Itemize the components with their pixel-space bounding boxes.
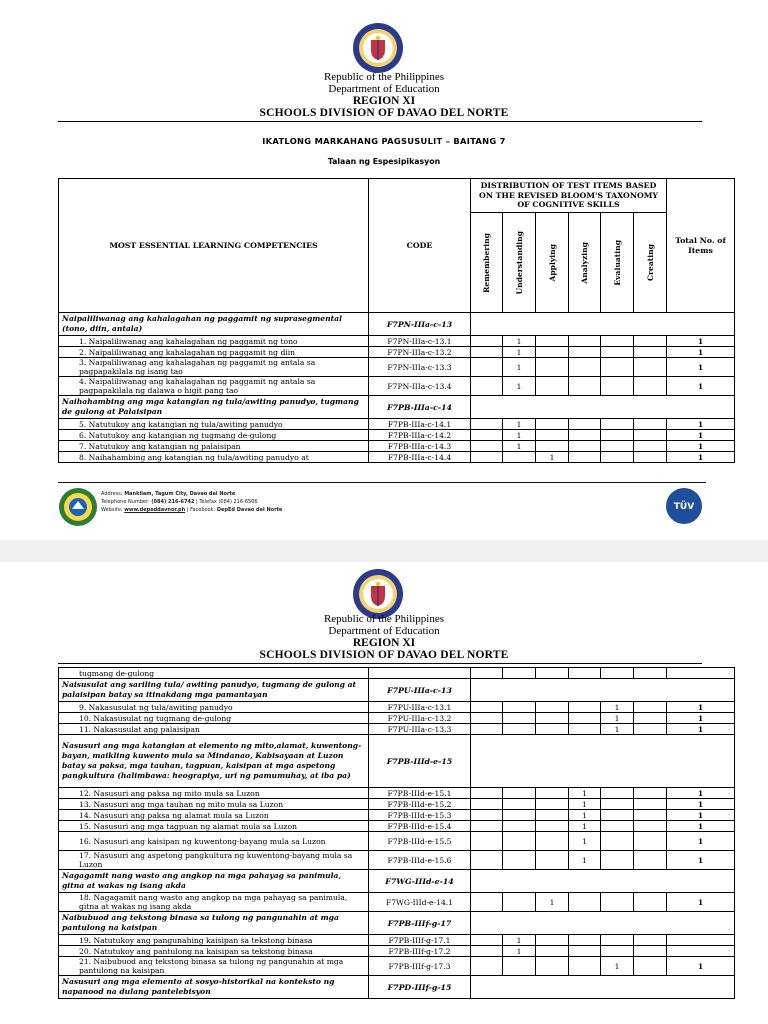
competency-code: F7PB-IIId-e-15.2	[369, 799, 471, 810]
total-cell: 1	[667, 713, 735, 724]
bloom-count-cell: 1	[503, 358, 536, 377]
competency-code: F7PB-IIIa-c-14	[369, 396, 471, 419]
total-cell: 1	[667, 430, 735, 441]
competency-code: F7PB-IIIf-g-17.1	[369, 935, 471, 946]
bloom-count-cell: 1	[503, 419, 536, 430]
bloom-count-cell	[471, 946, 503, 957]
table-row	[59, 724, 735, 735]
total-cell: 1	[667, 957, 735, 976]
competency-text: 21. Naibubuod ang tekstong binasa sa tulong ng pangunahin at mga pantulong na kaisipan	[59, 957, 369, 976]
competency-code: F7PN-IIIa-c-13.4	[369, 377, 471, 396]
bloom-count-cell	[634, 336, 667, 347]
competency-group-row	[59, 313, 735, 336]
bloom-count-cell	[569, 358, 601, 377]
bloom-count-cell	[503, 668, 536, 679]
bloom-count-cell	[536, 336, 569, 347]
table-row	[59, 810, 735, 821]
bloom-count-cell	[503, 788, 536, 799]
bloom-count-cell	[569, 419, 601, 430]
competency-code: F7PB-IIIa-c-14.2	[369, 430, 471, 441]
bloom-count-cell: 1	[569, 810, 601, 821]
table-row	[59, 957, 735, 976]
bloom-count-cell	[634, 935, 667, 946]
bloom-count-cell	[634, 430, 667, 441]
letterhead	[0, 71, 768, 119]
group-empty-cell	[471, 396, 735, 419]
total-cell	[667, 935, 735, 946]
table-row	[59, 713, 735, 724]
competency-group-text: Nasusuri ang mga elemento at sosyo-historikal na konteksto ng napanood na dulang pantelebisyon	[59, 976, 369, 999]
total-cell: 1	[667, 452, 735, 463]
bloom-count-cell	[634, 702, 667, 713]
competency-text: 11. Nakasusulat ang palaisipan	[59, 724, 369, 735]
tuv-certification-icon	[664, 486, 704, 526]
bloom-count-cell	[601, 832, 634, 851]
bloom-count-cell	[601, 419, 634, 430]
bloom-count-cell	[634, 419, 667, 430]
competency-text: 12. Nasusuri ang paksa ng mito mula sa Luzon	[59, 788, 369, 799]
bloom-count-cell: 1	[503, 441, 536, 452]
competency-group-row	[59, 679, 735, 702]
bloom-level-header	[634, 213, 667, 313]
bloom-count-cell	[471, 810, 503, 821]
bloom-count-cell	[634, 347, 667, 358]
table-row	[59, 946, 735, 957]
bloom-count-cell	[569, 935, 601, 946]
competency-code: F7PU-IIIa-c-13.2	[369, 713, 471, 724]
total-cell: 1	[667, 358, 735, 377]
total-cell	[667, 668, 735, 679]
competency-code: F7WG-IIId-e-14.1	[369, 893, 471, 912]
bloom-level-label: Applying	[547, 243, 557, 282]
republic-line-2: Republic of the Philippines	[323, 613, 445, 625]
table-row	[59, 668, 735, 679]
bloom-count-cell	[471, 430, 503, 441]
bloom-count-cell	[536, 668, 569, 679]
table-row	[59, 893, 735, 912]
bloom-count-cell	[569, 893, 601, 912]
competency-text: 9. Nakasusulat ng tula/awiting panudyo	[59, 702, 369, 713]
bloom-count-cell	[569, 957, 601, 976]
competency-text: 14. Nasusuri ang paksa ng alamat mula sa Luzon	[59, 810, 369, 821]
tuv-text: TÜV	[673, 502, 695, 512]
bloom-count-cell	[471, 799, 503, 810]
bloom-count-cell	[601, 347, 634, 358]
bloom-count-cell: 1	[536, 452, 569, 463]
bloom-level-header	[471, 213, 503, 313]
competency-code: F7PU-IIIa-c-13	[369, 679, 471, 702]
region-line-2: REGION XI	[352, 637, 416, 649]
competency-text: 6. Natutukoy ang katangian ng tugmang de-gulong	[59, 430, 369, 441]
bloom-count-cell: 1	[601, 713, 634, 724]
bloom-count-cell	[634, 957, 667, 976]
bloom-count-cell	[601, 851, 634, 870]
table-row	[59, 430, 735, 441]
division-line-2: SCHOOLS DIVISION OF DAVAO DEL NORTE	[259, 649, 509, 661]
total-cell	[667, 946, 735, 957]
bloom-count-cell	[601, 810, 634, 821]
bloom-count-cell	[536, 347, 569, 358]
total-cell: 1	[667, 893, 735, 912]
table-row	[59, 935, 735, 946]
competency-code: F7PB-IIIa-c-14.3	[369, 441, 471, 452]
bloom-count-cell	[536, 419, 569, 430]
bloom-count-cell	[471, 419, 503, 430]
competency-text: 19. Natutukoy ang pangunahing kaisipan sa tekstong binasa	[59, 935, 369, 946]
competency-group-text: Naisusulat ang sariling tula/ awiting panudyo, tugmang de gulong at palaisipan batay sa itinakdang mga pamantayan	[59, 679, 369, 702]
bloom-count-cell	[503, 810, 536, 821]
competency-code: F7PB-IIIf-g-17.2	[369, 946, 471, 957]
bloom-count-cell	[536, 946, 569, 957]
bloom-count-cell	[634, 810, 667, 821]
bloom-level-header	[569, 213, 601, 313]
total-header: Total No. of Items	[667, 179, 735, 313]
table-row	[59, 377, 735, 396]
page-2	[0, 562, 768, 1024]
address-label: Address:	[101, 491, 123, 497]
group-empty-cell	[471, 870, 735, 893]
competency-text: 20. Natutukoy ang pantulong na kaisipan sa tekstong binasa	[59, 946, 369, 957]
bloom-count-cell	[536, 821, 569, 832]
total-cell: 1	[667, 788, 735, 799]
table-row	[59, 832, 735, 851]
bloom-count-cell	[536, 799, 569, 810]
table-title: Talaan ng Espesipikasyon	[327, 157, 441, 166]
competency-code: F7PB-IIId-e-15.4	[369, 821, 471, 832]
bloom-count-cell: 1	[601, 724, 634, 735]
bloom-count-cell	[471, 957, 503, 976]
bloom-count-cell: 1	[601, 957, 634, 976]
bloom-count-cell	[536, 935, 569, 946]
table-row	[59, 788, 735, 799]
bloom-count-cell: 1	[503, 336, 536, 347]
group-empty-cell	[471, 313, 735, 336]
bloom-count-cell	[536, 957, 569, 976]
bloom-count-cell	[569, 336, 601, 347]
bloom-count-cell	[569, 668, 601, 679]
bloom-count-cell	[471, 832, 503, 851]
fax-label: Telefax	[199, 499, 217, 505]
total-cell: 1	[667, 799, 735, 810]
bloom-count-cell	[569, 347, 601, 358]
bloom-count-cell: 1	[569, 788, 601, 799]
phone-value: (084) 216-6742	[151, 499, 195, 505]
group-empty-cell	[471, 912, 735, 935]
competency-text: 8. Naihahambing ang katangian ng tula/awiting panudyo at	[59, 452, 369, 463]
bloom-count-cell	[471, 668, 503, 679]
competency-group-row	[59, 912, 735, 935]
facebook-label: Facebook:	[190, 507, 216, 513]
bloom-level-label: Understanding	[514, 230, 524, 295]
bloom-count-cell	[503, 713, 536, 724]
bloom-count-cell	[601, 946, 634, 957]
bloom-count-cell	[634, 832, 667, 851]
facebook-value: DepEd Davao del Norte	[216, 507, 283, 513]
bloom-count-cell	[503, 452, 536, 463]
competency-group-text: Naipaliliwanag ang kahalagahan ng paggamit ng suprasegmental (tono, diin, antala)	[59, 313, 369, 336]
total-cell: 1	[667, 336, 735, 347]
bloom-level-header	[503, 213, 536, 313]
bloom-count-cell	[536, 430, 569, 441]
bloom-count-cell	[634, 377, 667, 396]
competency-text: 18. Nagagamit nang wasto ang angkop na mga pahayag sa panimula, gitna at wakas ng isang akda	[59, 893, 369, 912]
exam-title: IKATLONG MARKAHANG PAGSUSULIT – BAITANG 7	[262, 136, 506, 146]
competency-group-text: Naibubuod ang tekstong binasa sa tulong ng pangunahin at mga pantulong na kaisipan	[59, 912, 369, 935]
competency-code: F7PB-IIIf-g-17.3	[369, 957, 471, 976]
bloom-count-cell	[471, 788, 503, 799]
bloom-count-cell	[569, 452, 601, 463]
bloom-count-cell	[471, 724, 503, 735]
bloom-count-cell	[471, 358, 503, 377]
bloom-count-cell	[634, 441, 667, 452]
bloom-level-label: Remembering	[482, 232, 491, 293]
group-empty-cell	[471, 735, 735, 788]
bloom-count-cell	[601, 935, 634, 946]
bloom-level-label: Analyzing	[580, 241, 589, 284]
fax-value: (084) 216-6506	[218, 499, 258, 505]
bloom-count-cell	[536, 851, 569, 870]
page-gap	[0, 540, 768, 562]
bloom-count-cell: 1	[601, 702, 634, 713]
total-cell: 1	[667, 419, 735, 430]
distribution-header: DISTRIBUTION OF TEST ITEMS BASED ON THE REVISED BLOOM'S TAXONOMY OF COGNITIVE SKILLS	[471, 179, 667, 213]
address-value: Mankilam, Tagum City, Davao del Norte	[124, 491, 236, 497]
bloom-count-cell	[503, 957, 536, 976]
bloom-count-cell	[536, 713, 569, 724]
table-row	[59, 347, 735, 358]
bloom-count-cell	[569, 946, 601, 957]
table-row	[59, 358, 735, 377]
bloom-count-cell	[634, 788, 667, 799]
page-footer	[0, 482, 768, 538]
competency-group-text: Nagagamit nang wasto ang angkop na mga pahayag sa panimula, gitna at wakas ng isang akda	[59, 870, 369, 893]
bloom-count-cell	[634, 821, 667, 832]
bloom-count-cell	[536, 702, 569, 713]
table-row	[59, 821, 735, 832]
competency-code: F7PB-IIIf-g-17	[369, 912, 471, 935]
bloom-count-cell: 1	[569, 821, 601, 832]
total-cell: 1	[667, 832, 735, 851]
competency-text: 5. Natutukoy ang katangian ng tula/awiting panudyo	[59, 419, 369, 430]
competency-code: F7PB-IIIa-c-14.1	[369, 419, 471, 430]
bloom-count-cell	[503, 799, 536, 810]
bloom-count-cell	[471, 821, 503, 832]
republic-line: Republic of the Philippines	[323, 71, 445, 83]
bloom-count-cell	[471, 336, 503, 347]
header-rule-2	[58, 663, 702, 664]
competency-text: 15. Nasusuri ang mga tagpuan ng alamat mula sa Luzon	[59, 821, 369, 832]
bloom-count-cell	[471, 377, 503, 396]
bloom-count-cell	[569, 713, 601, 724]
bloom-count-cell	[634, 358, 667, 377]
bloom-count-cell: 1	[503, 430, 536, 441]
competency-code: F7PN-IIIa-c-13.3	[369, 358, 471, 377]
bloom-level-header	[536, 213, 569, 313]
table-row	[59, 336, 735, 347]
competency-code: F7PU-IIIa-c-13.3	[369, 724, 471, 735]
bloom-count-cell	[471, 935, 503, 946]
bloom-count-cell	[601, 377, 634, 396]
bloom-count-cell	[601, 336, 634, 347]
competency-text: 10. Nakasusulat ng tugmang de-gulong	[59, 713, 369, 724]
competency-text: 2. Naipaliliwanag ang kahalagahan ng paggamit ng diin	[59, 347, 369, 358]
bloom-count-cell: 1	[503, 935, 536, 946]
table-row	[59, 441, 735, 452]
bloom-count-cell: 1	[536, 893, 569, 912]
bloom-count-cell	[634, 668, 667, 679]
bloom-count-cell	[503, 702, 536, 713]
bloom-count-cell	[471, 893, 503, 912]
phone-label: Telephone Number:	[101, 499, 150, 505]
competency-group-row	[59, 870, 735, 893]
competency-group-text: Naihahambing ang mga katangian ng tula/awiting panudyo, tugmang de gulong at Palaisipan	[59, 396, 369, 419]
code-header: CODE	[369, 179, 471, 313]
footer-contact: Address: Mankilam, Tagum City, Davao del Norte Telephone Number: (084) 216-6742 | Telefax (084) 216-6506 Website: www.depeddavnor.ph | Facebook: DepEd Davao del Norte	[101, 491, 283, 513]
bloom-count-cell	[471, 452, 503, 463]
table-row	[59, 702, 735, 713]
bloom-count-cell	[601, 452, 634, 463]
specification-table-continued	[58, 667, 735, 999]
competency-code: F7WG-IIId-e-14	[369, 870, 471, 893]
bloom-count-cell	[569, 430, 601, 441]
competency-code: F7PB-IIIa-c-14.4	[369, 452, 471, 463]
total-cell: 1	[667, 821, 735, 832]
total-cell: 1	[667, 724, 735, 735]
bloom-count-cell: 1	[503, 946, 536, 957]
competency-code: F7PN-IIIa-c-13.1	[369, 336, 471, 347]
competency-code: F7PU-IIIa-c-13.1	[369, 702, 471, 713]
competency-group-text: Nasusuri ang mga katangian at elemento ng mito,alamat, kuwentong-bayan, maikling kuwento mula sa Mindanao, Kabisayaan at Luzon batay sa paksa, mga tauhan, tagpuan, kaisipan at mga aspetong pangkultura (halimbawa: heograpiya, uri ng pamumuhay, at iba pa)	[59, 735, 369, 788]
bloom-count-cell	[634, 452, 667, 463]
mel-header: MOST ESSENTIAL LEARNING COMPETENCIES	[59, 179, 369, 313]
competency-text: 16. Nasusuri ang kaisipan ng kuwentong-bayang mula sa Luzon	[59, 832, 369, 851]
table-row	[59, 851, 735, 870]
letterhead-2	[0, 613, 768, 661]
bloom-level-label: Evaluating	[612, 239, 622, 286]
bloom-count-cell	[634, 946, 667, 957]
bloom-level-label: Creating	[645, 243, 655, 282]
web-label: Website:	[101, 507, 123, 513]
competency-code: F7PB-IIId-e-15	[369, 735, 471, 788]
division-seal-icon	[58, 487, 98, 527]
deped-seal-icon	[352, 22, 404, 74]
specification-table	[58, 178, 735, 463]
bloom-count-cell	[634, 799, 667, 810]
competency-code: F7PB-IIId-e-15.5	[369, 832, 471, 851]
bloom-count-cell	[503, 851, 536, 870]
competency-code	[369, 668, 471, 679]
bloom-count-cell	[536, 724, 569, 735]
header-rule	[58, 121, 702, 122]
bloom-count-cell	[536, 441, 569, 452]
bloom-count-cell	[536, 788, 569, 799]
bloom-count-cell	[601, 799, 634, 810]
bloom-count-cell	[601, 358, 634, 377]
competency-code: F7PN-IIIa-c-13.2	[369, 347, 471, 358]
competency-code: F7PN-IIIa-c-13	[369, 313, 471, 336]
bloom-count-cell	[634, 724, 667, 735]
website-link[interactable]: www.depeddavnor.ph	[124, 507, 186, 513]
bloom-count-cell: 1	[569, 832, 601, 851]
bloom-count-cell: 1	[503, 347, 536, 358]
footer-rule	[58, 482, 706, 483]
region-line: REGION XI	[352, 95, 416, 107]
bloom-count-cell	[536, 358, 569, 377]
bloom-count-cell	[634, 713, 667, 724]
bloom-count-cell	[601, 893, 634, 912]
total-cell: 1	[667, 347, 735, 358]
bloom-count-cell	[634, 893, 667, 912]
bloom-count-cell	[601, 441, 634, 452]
bloom-count-cell	[536, 832, 569, 851]
competency-code: F7PD-IIIf-g-15	[369, 976, 471, 999]
competency-text: 4. Naipaliliwanag ang kahalagahan ng paggamit ng antala sa pagpapakilala ng dalawa o higit pang tao	[59, 377, 369, 396]
group-empty-cell	[471, 679, 735, 702]
bloom-count-cell	[601, 788, 634, 799]
bloom-count-cell	[601, 430, 634, 441]
competency-code: F7PB-IIId-e-15.3	[369, 810, 471, 821]
total-cell: 1	[667, 441, 735, 452]
total-cell: 1	[667, 851, 735, 870]
bloom-count-cell: 1	[503, 377, 536, 396]
total-cell: 1	[667, 810, 735, 821]
division-line: SCHOOLS DIVISION OF DAVAO DEL NORTE	[259, 107, 509, 119]
table-row	[59, 799, 735, 810]
bloom-count-cell	[503, 724, 536, 735]
department-line-2: Department of Education	[328, 625, 440, 637]
table-row	[59, 419, 735, 430]
table-row	[59, 452, 735, 463]
bloom-count-cell	[471, 713, 503, 724]
bloom-count-cell: 1	[569, 799, 601, 810]
bloom-count-cell	[601, 668, 634, 679]
bloom-count-cell	[503, 821, 536, 832]
bloom-count-cell	[634, 851, 667, 870]
competency-text: 17. Nasusuri ang aspetong pangkultura ng kuwentong-bayang mula sa Luzon	[59, 851, 369, 870]
competency-text: 13. Nasusuri ang mga tauhan ng mito mula sa Luzon	[59, 799, 369, 810]
bloom-count-cell	[471, 441, 503, 452]
bloom-count-cell	[569, 441, 601, 452]
competency-text: 1. Naipaliliwanag ang kahalagahan ng paggamit ng tono	[59, 336, 369, 347]
competency-code: F7PB-IIId-e-15.1	[369, 788, 471, 799]
bloom-count-cell	[471, 851, 503, 870]
bloom-count-cell	[536, 810, 569, 821]
total-cell: 1	[667, 702, 735, 713]
competency-text: 7. Natutukoy ang katangian ng palaisipan	[59, 441, 369, 452]
bloom-count-cell	[536, 377, 569, 396]
competency-group-row	[59, 396, 735, 419]
group-empty-cell	[471, 976, 735, 999]
department-line: Department of Education	[328, 83, 440, 95]
bloom-count-cell	[569, 377, 601, 396]
competency-group-row	[59, 976, 735, 999]
bloom-count-cell: 1	[569, 851, 601, 870]
bloom-count-cell	[503, 832, 536, 851]
competency-group-row	[59, 735, 735, 788]
bloom-count-cell	[569, 702, 601, 713]
competency-text: 3. Naipaliliwanag ang kahalagahan ng paggamit ng antala sa pagpapakilala ng isang tao	[59, 358, 369, 377]
bloom-count-cell	[471, 702, 503, 713]
bloom-level-header	[601, 213, 634, 313]
bloom-count-cell	[471, 347, 503, 358]
bloom-count-cell	[503, 893, 536, 912]
competency-text: tugmang de-gulong	[59, 668, 369, 679]
total-cell: 1	[667, 377, 735, 396]
bloom-count-cell	[601, 821, 634, 832]
competency-code: F7PB-IIId-e-15.6	[369, 851, 471, 870]
bloom-count-cell	[569, 724, 601, 735]
